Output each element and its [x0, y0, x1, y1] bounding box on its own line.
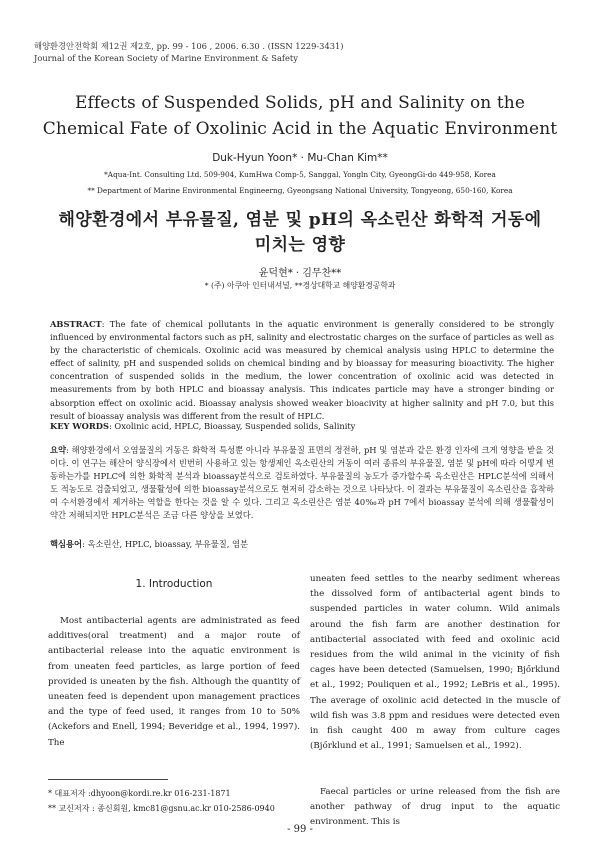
- affiliation-2: ** Department of Marine Environmental Engineerng, Gyeongsang National University, Tongyeong, 650-160, Korea: [87, 186, 513, 195]
- korean-abstract-label: 요약: [50, 445, 67, 455]
- paper-title-line2: Chemical Fate of Oxolinic Acid in the Aquatic Environment: [42, 119, 558, 139]
- keywords: [50, 420, 554, 433]
- right-column-paragraph-1: uneaten feed settles to the nearby sediment whereas the dissolved form of antibacterial agent binds to suspended particles in water column. Wild animals around the fish farm are another destination for antibacterial associated with feed and oxolinic acid residues from the wild animal in the vicinity of fish cages have been detected (Samuelsen, 1990; Bjőrklund et al., 1992; Pouliquen et al., 1992; LeBris et al., 1995). The average of oxolinic acid detected in the muscle of wild fish was 3.8 ppm and residues were detected even in fish caught 400 m away from culture cages (Bjőrklund et al., 1991; Samuelsen et al., 1992).: [310, 574, 560, 752]
- korean-title-line1: 해양환경에서 부유물질, 염분 및 pH의 옥소린산 화학적 거동에: [58, 210, 542, 230]
- paper-title-line1: Effects of Suspended Solids, pH and Salinity on the: [75, 93, 525, 113]
- footnote-divider: [48, 779, 168, 780]
- section-heading: 1. Introduction: [135, 578, 213, 590]
- right-column-paragraph-2: Faecal particles or urine released from the fish are another pathway of drug input to the aquatic environment. This is: [310, 787, 560, 828]
- korean-keywords-text: : 옥소린산, HPLC, bioassay, 부유물질, 염분: [82, 539, 249, 549]
- korean-affiliation: * (주) 아쿠아 인터내셔널, **경상대학교 해양환경공학과: [204, 281, 396, 290]
- page-number: - 99 -: [287, 824, 313, 835]
- left-column-text: Most antibacterial agents are administrated as feed additives(oral treatment) and a major route of antibacterial release into the aquatic environment is from uneaten feed particles, as large portion of feed provided is uneaten by the fish. Although the quantity of uneaten feed is dependent upon management practices and the type of feed used, it ranges from 10 to 50%(Ackefors and Enell, 1994; Beveridge et al., 1994, 1997). The: [48, 616, 300, 748]
- korean-abstract: [50, 444, 554, 523]
- abstract: [50, 318, 554, 423]
- footnote-1: * 대표저자 :dhyoon@kordi.re.kr 016-231-1871: [48, 789, 231, 798]
- keywords-text: : Oxolinic acid, HPLC, Bioassay, Suspended solids, Salinity: [108, 421, 356, 431]
- korean-keywords: [50, 538, 554, 551]
- affiliation-1: *Aqua-Int. Consulting Ltd. 509-904, KumHwa Comp-5, Sanggal, Yongln City, GyeongGi-do 449-958, Korea: [104, 170, 496, 179]
- korean-keywords-label: 핵심용어: [50, 539, 83, 549]
- korean-abstract-text: : 해양환경에서 오염물질의 거동은 화학적 특성뿐 아니라 부유물질 표면의 정전하, pH 및 염분과 같은 환경 인자에 크게 영향을 받을 것이다. 이 연구는 해산어 양식장에서 빈번히 사용하고 있는 항생제인 옥소린산의 거동이 여러 종류의 부유물질, 염분 및 pH에 따라 어떻게 변동하는가를 HPLC에 의한 화학적 분석과 bioassay분석으로 검토하였다. 부유물질의 농도가 증가할수록 옥소린산은 HPLC분석에 의해서도 적농도로 검출되었고, 생물활성에 의한 bioassay분석으로도 현저히 감소하는 것으로 나타났다. 이 결과는 부유물질이 옥소린산을 흡착하여 수서환경에서 제거하는 역할을 한다는 것을 알 수 있다. 그리고 옥소린산은 염분 40‰과 pH 7에서 bioassay 분석에 의해 생물활성이 약간 저해되지만 HPLC분석은 조금 다른 양상을 보였다.: [50, 445, 554, 521]
- journal-header-line2: Journal of the Korean Society of Marine Environment & Safety: [34, 53, 298, 63]
- korean-title-line2: 미치는 영향: [254, 235, 346, 255]
- abstract-label: ABSTRACT: [50, 319, 102, 329]
- journal-header-line1: 해양환경안전학회 제12권 제2호, pp. 99 - 106 , 2006. 6.30 . (ISSN 1229-3431): [34, 41, 344, 51]
- footnote-2: ** 교신저자 : 종신회원, kmc81@gsnu.ac.kr 010-2586-0940: [48, 804, 275, 813]
- korean-authors: 윤덕현* · 김무찬**: [258, 268, 342, 279]
- authors: Duk-Hyun Yoon* · Mu-Chan Kim**: [212, 152, 388, 164]
- keywords-label: KEY WORDS: [50, 421, 109, 431]
- abstract-text: : The fate of chemical pollutants in the aquatic environment is generally considered to be strongly influenced by environmental factors such as pH, salinity and electrostatic charges on the surface of particles as well as by the characteristic of chemicals. Oxolinic acid was measured by chemical analysis using HPLC to determine the effect of salinity, pH and suspended solids on chemical binding and by bioassay for measuring bioactivity. The higher concentration of suspended solids in the medium, the lower concentration of oxolinic acid was detected in measurements from by both HPLC and bioassay analysis. This indicates particle may have a stronger binding or absorption effect on oxolinic acid. Bioassay analysis showed weaker bioacivity at higher salinity and pH 7.0, but this result of bioassay analysis was different from the result of HPLC.: [50, 319, 554, 421]
